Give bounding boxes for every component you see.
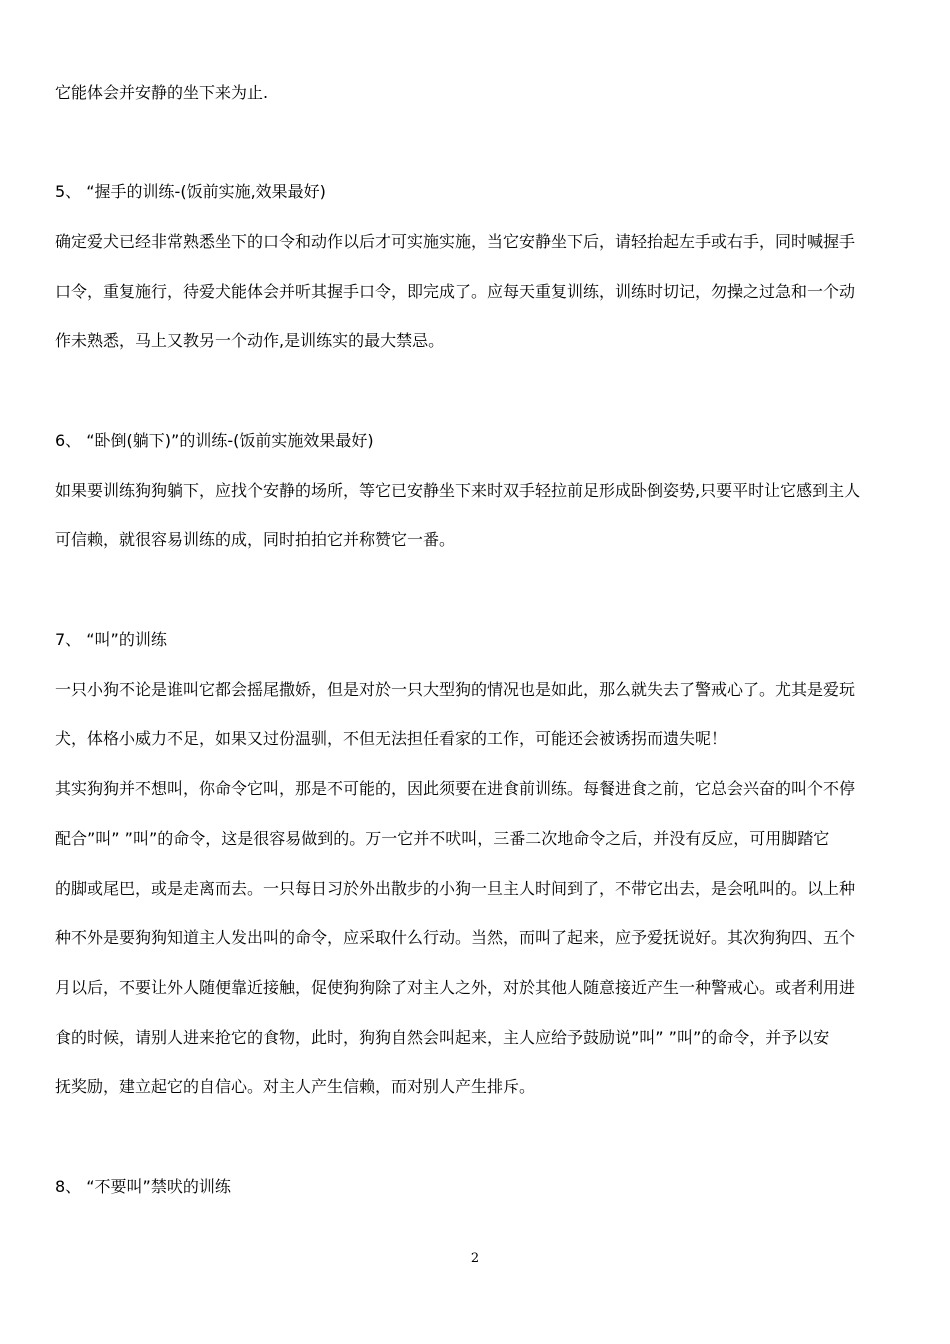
text-line: 口令，重复施行，待爱犬能体会并听其握手口令，即完成了。应每天重复训练，训练时切记，勿操之过急和一个动 xyxy=(55,282,856,301)
text-line: 其实狗狗并不想叫，你命令它叫，那是不可能的，因此须要在进食前训练。每餐进食之前，它总会兴奋的叫个不停 xyxy=(55,779,856,798)
section-heading-5: 5、 “握手的训练-(饭前实施,效果最好) xyxy=(55,182,326,201)
text-line: 的脚或尾巴，或是走离而去。一只每日习於外出散步的小狗一旦主人时间到了，不带它出去，是会吼叫的。以上种 xyxy=(55,879,856,898)
text-line: 月以后，不要让外人随便靠近接触，促使狗狗除了对主人之外，对於其他人随意接近产生一种警戒心。或者利用进 xyxy=(55,978,856,997)
text-line: 确定爱犬已经非常熟悉坐下的口令和动作以后才可实施实施，当它安静坐下后，请轻抬起左手或右手，同时喊握手 xyxy=(55,232,856,251)
text-line: 种不外是要狗狗知道主人发出叫的命令，应采取什么行动。当然，而叫了起来，应予爱抚说好。其次狗狗四、五个 xyxy=(55,928,856,947)
text-line: 如果要训练狗狗躺下，应找个安静的场所，等它已安静坐下来时双手轻拉前足形成卧倒姿势,只要平时让它感到主人 xyxy=(55,481,861,500)
text-line: 一只小狗不论是谁叫它都会摇尾撒娇，但是对於一只大型狗的情况也是如此，那么就失去了警戒心了。尤其是爱玩 xyxy=(55,680,856,699)
section-heading-7: 7、 “叫”的训练 xyxy=(55,630,167,649)
text-line: 配合”叫” ”叫”的命令，这是很容易做到的。万一它并不吠叫，三番二次地命令之后，并没有反应，可用脚踏它 xyxy=(55,829,830,848)
text-line: 食的时候，请别人进来抢它的食物，此时，狗狗自然会叫起来，主人应给予鼓励说”叫” ”叫”的命令，并予以安 xyxy=(55,1028,830,1047)
text-line: 抚奖励，建立起它的自信心。对主人产生信赖，而对别人产生排斥。 xyxy=(55,1077,536,1096)
text-line: 作未熟悉，马上又教另一个动作,是训练实的最大禁忌。 xyxy=(55,331,445,350)
section-heading-6: 6、 “卧倒(躺下)”的训练-(饭前实施效果最好) xyxy=(55,431,374,450)
page-number: 2 xyxy=(470,1251,480,1266)
section-heading-8: 8、 “不要叫”禁吠的训练 xyxy=(55,1177,231,1196)
text-line: 它能体会并安静的坐下来为止. xyxy=(55,83,269,102)
text-line: 犬，体格小威力不足，如果又过份温驯，不但无法担任看家的工作，可能还会被诱拐而遗失呢！ xyxy=(55,729,728,748)
text-line: 可信赖，就很容易训练的成，同时拍拍它并称赞它一番。 xyxy=(55,530,456,549)
